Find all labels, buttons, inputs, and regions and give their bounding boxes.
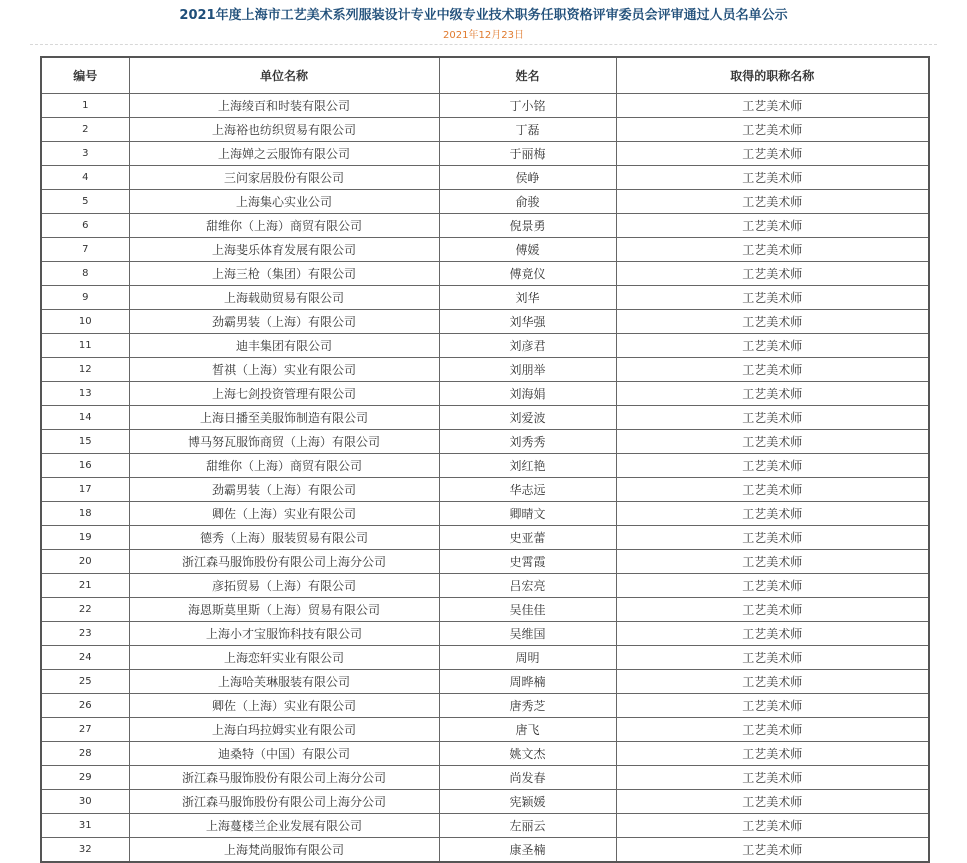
title-divider bbox=[30, 44, 937, 45]
table-row bbox=[41, 94, 929, 118]
cell-number: 32 bbox=[41, 838, 129, 863]
cell-title: 工艺美术师 bbox=[616, 790, 929, 814]
cell-title: 工艺美术师 bbox=[616, 550, 929, 574]
cell-company: 上海蔓楼兰企业发展有限公司 bbox=[129, 814, 439, 838]
cell-title: 工艺美术师 bbox=[616, 358, 929, 382]
table-row bbox=[41, 166, 929, 190]
cell-title: 工艺美术师 bbox=[616, 214, 929, 238]
cell-name: 卿晴文 bbox=[439, 502, 616, 526]
cell-company: 三问家居股份有限公司 bbox=[129, 166, 439, 190]
cell-name: 宪颖媛 bbox=[439, 790, 616, 814]
header-name: 姓名 bbox=[439, 57, 616, 94]
publish-date: 2021年12月23日 bbox=[443, 30, 524, 41]
cell-name: 于丽梅 bbox=[439, 142, 616, 166]
header-company: 单位名称 bbox=[129, 57, 439, 94]
table-row bbox=[41, 550, 929, 574]
header-title: 取得的职称名称 bbox=[616, 57, 929, 94]
cell-company: 上海三枪（集团）有限公司 bbox=[129, 262, 439, 286]
cell-name: 傅竟仪 bbox=[439, 262, 616, 286]
table-row bbox=[41, 670, 929, 694]
table-row bbox=[41, 838, 929, 863]
cell-company: 上海日播至美服饰制造有限公司 bbox=[129, 406, 439, 430]
table-row bbox=[41, 190, 929, 214]
header-number: 编号 bbox=[41, 57, 129, 94]
cell-name: 刘华强 bbox=[439, 310, 616, 334]
table-row bbox=[41, 718, 929, 742]
cell-title: 工艺美术师 bbox=[616, 574, 929, 598]
cell-number: 25 bbox=[41, 670, 129, 694]
cell-number: 24 bbox=[41, 646, 129, 670]
cell-name: 史亚蕾 bbox=[439, 526, 616, 550]
cell-company: 浙江森马服饰股份有限公司上海分公司 bbox=[129, 550, 439, 574]
cell-title: 工艺美术师 bbox=[616, 598, 929, 622]
cell-name: 刘秀秀 bbox=[439, 430, 616, 454]
cell-company: 浙江森马服饰股份有限公司上海分公司 bbox=[129, 790, 439, 814]
cell-name: 吴佳佳 bbox=[439, 598, 616, 622]
cell-number: 10 bbox=[41, 310, 129, 334]
cell-company: 上海裕也纺织贸易有限公司 bbox=[129, 118, 439, 142]
cell-number: 18 bbox=[41, 502, 129, 526]
table-row bbox=[41, 574, 929, 598]
table-row bbox=[41, 358, 929, 382]
cell-number: 2 bbox=[41, 118, 129, 142]
cell-company: 上海绫百和时装有限公司 bbox=[129, 94, 439, 118]
cell-company: 迪桑特（中国）有限公司 bbox=[129, 742, 439, 766]
cell-company: 上海载勋贸易有限公司 bbox=[129, 286, 439, 310]
cell-name: 俞骏 bbox=[439, 190, 616, 214]
cell-company: 浙江森马服饰股份有限公司上海分公司 bbox=[129, 766, 439, 790]
cell-name: 刘海娟 bbox=[439, 382, 616, 406]
cell-title: 工艺美术师 bbox=[616, 742, 929, 766]
cell-name: 刘红艳 bbox=[439, 454, 616, 478]
cell-title: 工艺美术师 bbox=[616, 334, 929, 358]
cell-name: 刘爱波 bbox=[439, 406, 616, 430]
table-row bbox=[41, 526, 929, 550]
cell-company: 上海小才宝服饰科技有限公司 bbox=[129, 622, 439, 646]
cell-title: 工艺美术师 bbox=[616, 286, 929, 310]
cell-name: 刘华 bbox=[439, 286, 616, 310]
cell-company: 甜维你（上海）商贸有限公司 bbox=[129, 214, 439, 238]
cell-number: 6 bbox=[41, 214, 129, 238]
cell-name: 侯峥 bbox=[439, 166, 616, 190]
cell-company: 上海白玛拉姆实业有限公司 bbox=[129, 718, 439, 742]
cell-company: 卿佐（上海）实业有限公司 bbox=[129, 694, 439, 718]
table-row bbox=[41, 334, 929, 358]
cell-title: 工艺美术师 bbox=[616, 142, 929, 166]
cell-number: 13 bbox=[41, 382, 129, 406]
cell-title: 工艺美术师 bbox=[616, 382, 929, 406]
cell-number: 4 bbox=[41, 166, 129, 190]
cell-company: 上海哈芙琳服装有限公司 bbox=[129, 670, 439, 694]
table-row bbox=[41, 742, 929, 766]
cell-name: 康圣楠 bbox=[439, 838, 616, 863]
cell-name: 史霄霞 bbox=[439, 550, 616, 574]
cell-title: 工艺美术师 bbox=[616, 718, 929, 742]
cell-name: 丁小铭 bbox=[439, 94, 616, 118]
cell-company: 上海梵尚服饰有限公司 bbox=[129, 838, 439, 863]
cell-company: 博马努瓦服饰商贸（上海）有限公司 bbox=[129, 430, 439, 454]
cell-number: 20 bbox=[41, 550, 129, 574]
cell-number: 7 bbox=[41, 238, 129, 262]
cell-name: 尚发春 bbox=[439, 766, 616, 790]
cell-company: 海恩斯莫里斯（上海）贸易有限公司 bbox=[129, 598, 439, 622]
table-row bbox=[41, 814, 929, 838]
table-row bbox=[41, 694, 929, 718]
cell-number: 28 bbox=[41, 742, 129, 766]
cell-title: 工艺美术师 bbox=[616, 94, 929, 118]
cell-number: 11 bbox=[41, 334, 129, 358]
cell-title: 工艺美术师 bbox=[616, 622, 929, 646]
cell-title: 工艺美术师 bbox=[616, 814, 929, 838]
cell-title: 工艺美术师 bbox=[616, 310, 929, 334]
cell-number: 22 bbox=[41, 598, 129, 622]
table-header-row bbox=[41, 57, 929, 94]
cell-name: 周晔楠 bbox=[439, 670, 616, 694]
cell-name: 傅媛 bbox=[439, 238, 616, 262]
cell-name: 唐飞 bbox=[439, 718, 616, 742]
cell-title: 工艺美术师 bbox=[616, 454, 929, 478]
table-row bbox=[41, 238, 929, 262]
cell-number: 17 bbox=[41, 478, 129, 502]
cell-number: 21 bbox=[41, 574, 129, 598]
cell-name: 姚文杰 bbox=[439, 742, 616, 766]
cell-company: 劲霸男装（上海）有限公司 bbox=[129, 478, 439, 502]
cell-company: 上海婵之云服饰有限公司 bbox=[129, 142, 439, 166]
cell-title: 工艺美术师 bbox=[616, 646, 929, 670]
table-row bbox=[41, 766, 929, 790]
table-row bbox=[41, 478, 929, 502]
cell-title: 工艺美术师 bbox=[616, 430, 929, 454]
table-row bbox=[41, 430, 929, 454]
cell-title: 工艺美术师 bbox=[616, 766, 929, 790]
cell-number: 3 bbox=[41, 142, 129, 166]
cell-title: 工艺美术师 bbox=[616, 526, 929, 550]
cell-title: 工艺美术师 bbox=[616, 190, 929, 214]
cell-company: 迪丰集团有限公司 bbox=[129, 334, 439, 358]
table-row bbox=[41, 622, 929, 646]
cell-number: 23 bbox=[41, 622, 129, 646]
cell-number: 15 bbox=[41, 430, 129, 454]
cell-company: 上海恋轩实业有限公司 bbox=[129, 646, 439, 670]
cell-number: 14 bbox=[41, 406, 129, 430]
cell-title: 工艺美术师 bbox=[616, 478, 929, 502]
cell-title: 工艺美术师 bbox=[616, 670, 929, 694]
table-row bbox=[41, 502, 929, 526]
cell-number: 19 bbox=[41, 526, 129, 550]
cell-number: 8 bbox=[41, 262, 129, 286]
cell-number: 26 bbox=[41, 694, 129, 718]
cell-title: 工艺美术师 bbox=[616, 502, 929, 526]
cell-company: 上海斐乐体育发展有限公司 bbox=[129, 238, 439, 262]
cell-company: 卿佐（上海）实业有限公司 bbox=[129, 502, 439, 526]
cell-title: 工艺美术师 bbox=[616, 838, 929, 863]
cell-name: 吴维国 bbox=[439, 622, 616, 646]
cell-number: 12 bbox=[41, 358, 129, 382]
cell-number: 30 bbox=[41, 790, 129, 814]
cell-name: 华志远 bbox=[439, 478, 616, 502]
cell-title: 工艺美术师 bbox=[616, 238, 929, 262]
table-row bbox=[41, 598, 929, 622]
cell-number: 27 bbox=[41, 718, 129, 742]
cell-company: 彦拓贸易（上海）有限公司 bbox=[129, 574, 439, 598]
table-row bbox=[41, 646, 929, 670]
cell-name: 刘朋举 bbox=[439, 358, 616, 382]
cell-company: 甜维你（上海）商贸有限公司 bbox=[129, 454, 439, 478]
page-title: 2021年度上海市工艺美术系列服装设计专业中级专业技术职务任职资格评审委员会评审通过人员名单公示 bbox=[179, 8, 788, 23]
cell-title: 工艺美术师 bbox=[616, 262, 929, 286]
cell-name: 唐秀芝 bbox=[439, 694, 616, 718]
approved-personnel-table bbox=[40, 56, 930, 863]
table-row bbox=[41, 310, 929, 334]
cell-title: 工艺美术师 bbox=[616, 166, 929, 190]
cell-number: 9 bbox=[41, 286, 129, 310]
cell-company: 劲霸男装（上海）有限公司 bbox=[129, 310, 439, 334]
table-row bbox=[41, 142, 929, 166]
cell-name: 丁磊 bbox=[439, 118, 616, 142]
table-row bbox=[41, 382, 929, 406]
table-row bbox=[41, 454, 929, 478]
cell-company: 上海七剑投资管理有限公司 bbox=[129, 382, 439, 406]
table-row bbox=[41, 406, 929, 430]
cell-number: 29 bbox=[41, 766, 129, 790]
cell-title: 工艺美术师 bbox=[616, 406, 929, 430]
cell-company: 皙祺（上海）实业有限公司 bbox=[129, 358, 439, 382]
cell-title: 工艺美术师 bbox=[616, 118, 929, 142]
cell-title: 工艺美术师 bbox=[616, 694, 929, 718]
table-row bbox=[41, 262, 929, 286]
cell-number: 16 bbox=[41, 454, 129, 478]
cell-name: 周明 bbox=[439, 646, 616, 670]
table-body bbox=[41, 94, 929, 863]
table-row bbox=[41, 118, 929, 142]
cell-number: 1 bbox=[41, 94, 129, 118]
table-row bbox=[41, 286, 929, 310]
cell-name: 吕宏亮 bbox=[439, 574, 616, 598]
cell-number: 5 bbox=[41, 190, 129, 214]
table-row bbox=[41, 790, 929, 814]
cell-company: 上海集心实业公司 bbox=[129, 190, 439, 214]
table-row bbox=[41, 214, 929, 238]
cell-name: 左丽云 bbox=[439, 814, 616, 838]
cell-company: 德秀（上海）服装贸易有限公司 bbox=[129, 526, 439, 550]
cell-number: 31 bbox=[41, 814, 129, 838]
cell-name: 刘彦君 bbox=[439, 334, 616, 358]
cell-name: 倪景勇 bbox=[439, 214, 616, 238]
